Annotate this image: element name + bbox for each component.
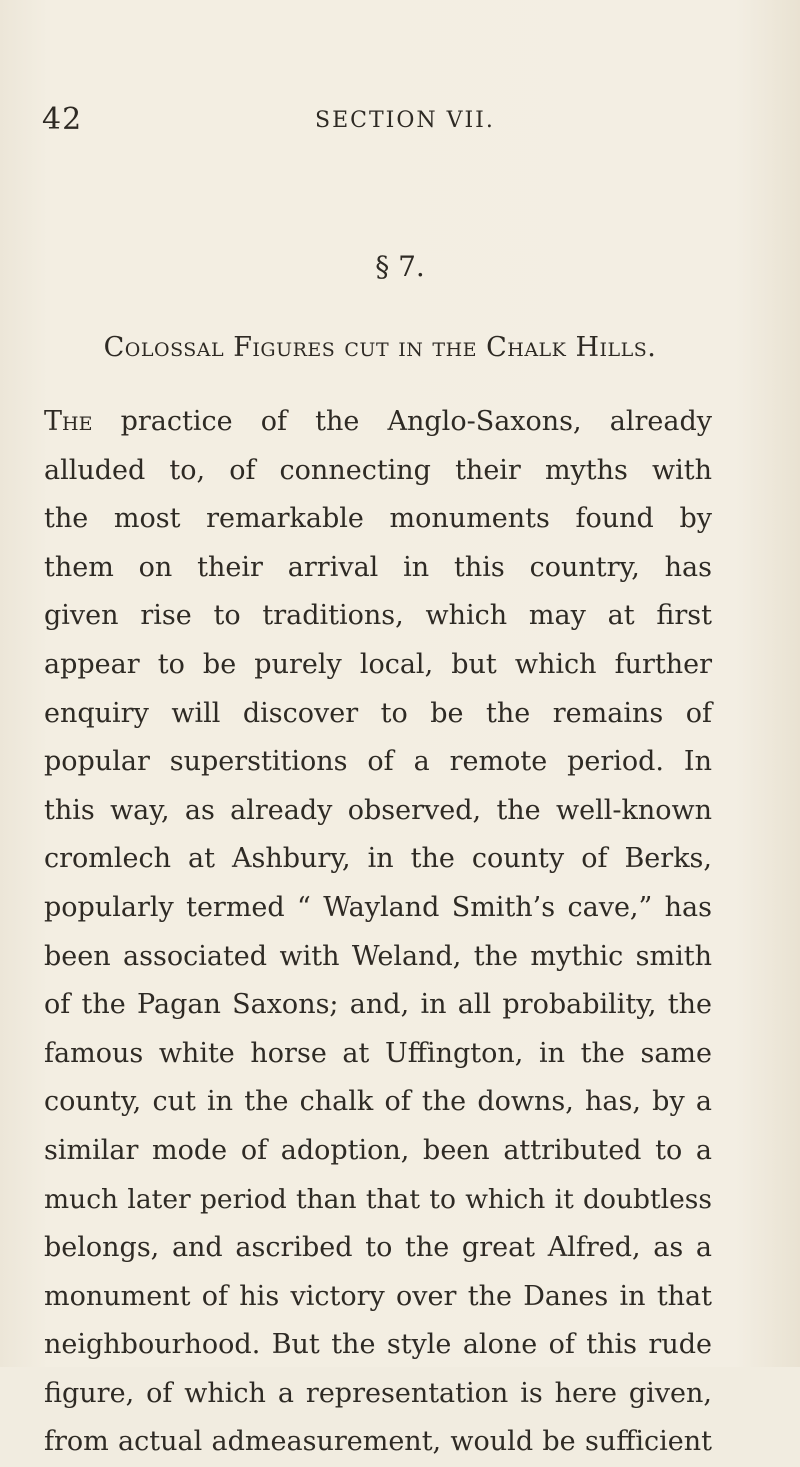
text-line: from actual admeasurement, would be sufficient [44, 1426, 712, 1458]
text-line: appear to be purely local, but which further [44, 648, 712, 680]
text-line: monument of his victory over the Danes in that [44, 1280, 712, 1312]
text-line: popularly termed “ Wayland Smith’s cave,” has [44, 891, 712, 923]
text-line: similar mode of adoption, been attributed to a [44, 1134, 712, 1166]
text-line: neighbourhood. But the style alone of this rude [44, 1329, 712, 1361]
opening-word: The [44, 406, 93, 437]
text-line: given rise to traditions, which may at first [44, 600, 712, 632]
text-line: county, cut in the chalk of the downs, has, by a [44, 1086, 712, 1118]
running-section-title: SECTION VII. [315, 108, 495, 133]
text-line: the most remarkable monuments found by [44, 503, 712, 535]
text-line: figure, of which a representation is here given, [44, 1377, 712, 1409]
body-paragraph [44, 398, 712, 1467]
text-line: famous white horse at Uffington, in the same [44, 1037, 712, 1069]
text-line: enquiry will discover to be the remains of [44, 697, 712, 729]
section-heading: Colossal Figures cut in the Chalk Hills. [103, 332, 657, 363]
section-number: § 7. [375, 250, 425, 283]
running-head [0, 102, 800, 142]
text-line: belongs, and ascribed to the great Alfred, as a [44, 1232, 712, 1264]
text-line: them on their arrival in this country, has [44, 551, 712, 583]
page-number: 42 [42, 102, 83, 137]
text-line: been associated with Weland, the mythic smith [44, 940, 712, 972]
text-line: cromlech at Ashbury, in the county of Berks, [44, 843, 712, 875]
text-line: popular superstitions of a remote period. In [44, 746, 712, 778]
text-line [44, 398, 712, 447]
line-text: practice of the Anglo-Saxons, already [92, 406, 712, 437]
text-line: alluded to, of connecting their myths with [44, 454, 712, 486]
text-line: this way, as already observed, the well-known [44, 794, 712, 826]
text-line: of the Pagan Saxons; and, in all probability, the [44, 989, 712, 1021]
text-line: much later period than that to which it doubtless [44, 1183, 712, 1215]
